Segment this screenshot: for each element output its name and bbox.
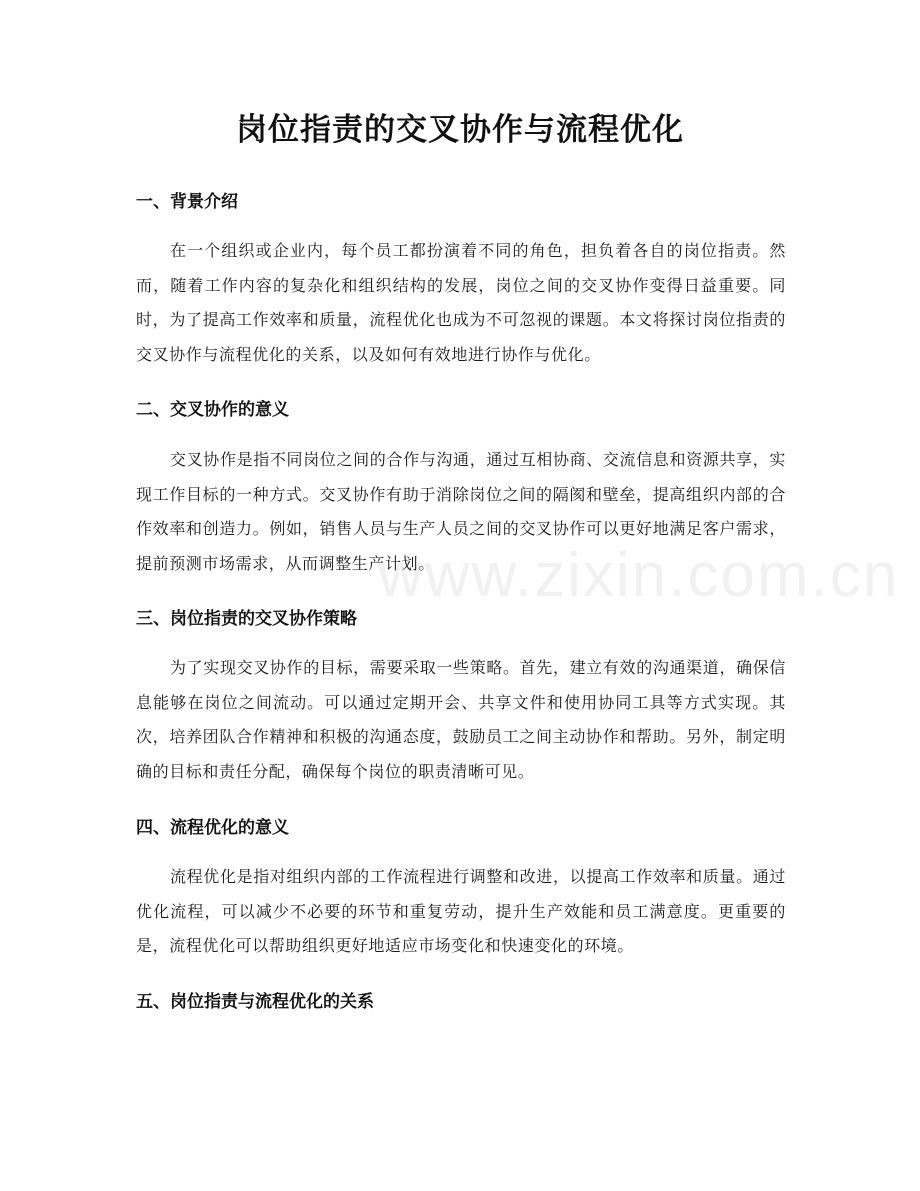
- section-paragraph-background: 在一个组织或企业内，每个员工都扮演着不同的角色，担负着各自的岗位指责。然而，随着工作内容的复杂化和组织结构的发展，岗位之间的交叉协作变得日益重要。同时，为了提高工作效率和质量，流程优化也成为不可忽视的课题。本文将探讨岗位指责的交叉协作与流程优化的关系，以及如何有效地进行协作与优化。: [136, 241, 786, 364]
- section-paragraph-collaboration-meaning: 交叉协作是指不同岗位之间的合作与沟通，通过互相协商、交流信息和资源共享，实现工作目标的一种方式。交叉协作有助于消除岗位之间的隔阂和壁垒，提高组织内部的合作效率和创造力。例如，销售人员与生产人员之间的交叉协作可以更好地满足客户需求，提前预测市场需求，从而调整生产计划。: [136, 450, 786, 573]
- section-heading-collaboration-strategy: 三、岗位指责的交叉协作策略: [136, 609, 357, 629]
- document-title: 岗位指责的交叉协作与流程优化: [236, 112, 684, 148]
- section-heading-relationship: 五、岗位指责与流程优化的关系: [136, 992, 374, 1012]
- section-heading-background: 一、背景介绍: [136, 192, 238, 212]
- section-heading-process-optimization: 四、流程优化的意义: [136, 818, 289, 838]
- section-heading-collaboration-meaning: 二、交叉协作的意义: [136, 400, 289, 420]
- watermark-text: www.zixin.com.cn: [378, 541, 900, 610]
- section-paragraph-process-optimization: 流程优化是指对组织内部的工作流程进行调整和改进，以提高工作效率和质量。通过优化流程，可以减少不必要的环节和重复劳动，提升生产效能和员工满意度。更重要的是，流程优化可以帮助组织更好地适应市场变化和快速变化的环境。: [136, 867, 786, 955]
- section-paragraph-collaboration-strategy: 为了实现交叉协作的目标，需要采取一些策略。首先，建立有效的沟通渠道，确保信息能够在岗位之间流动。可以通过定期开会、共享文件和使用协同工具等方式实现。其次，培养团队合作精神和积极的沟通态度，鼓励员工之间主动协作和帮助。另外，制定明确的目标和责任分配，确保每个岗位的职责清晰可见。: [136, 658, 786, 781]
